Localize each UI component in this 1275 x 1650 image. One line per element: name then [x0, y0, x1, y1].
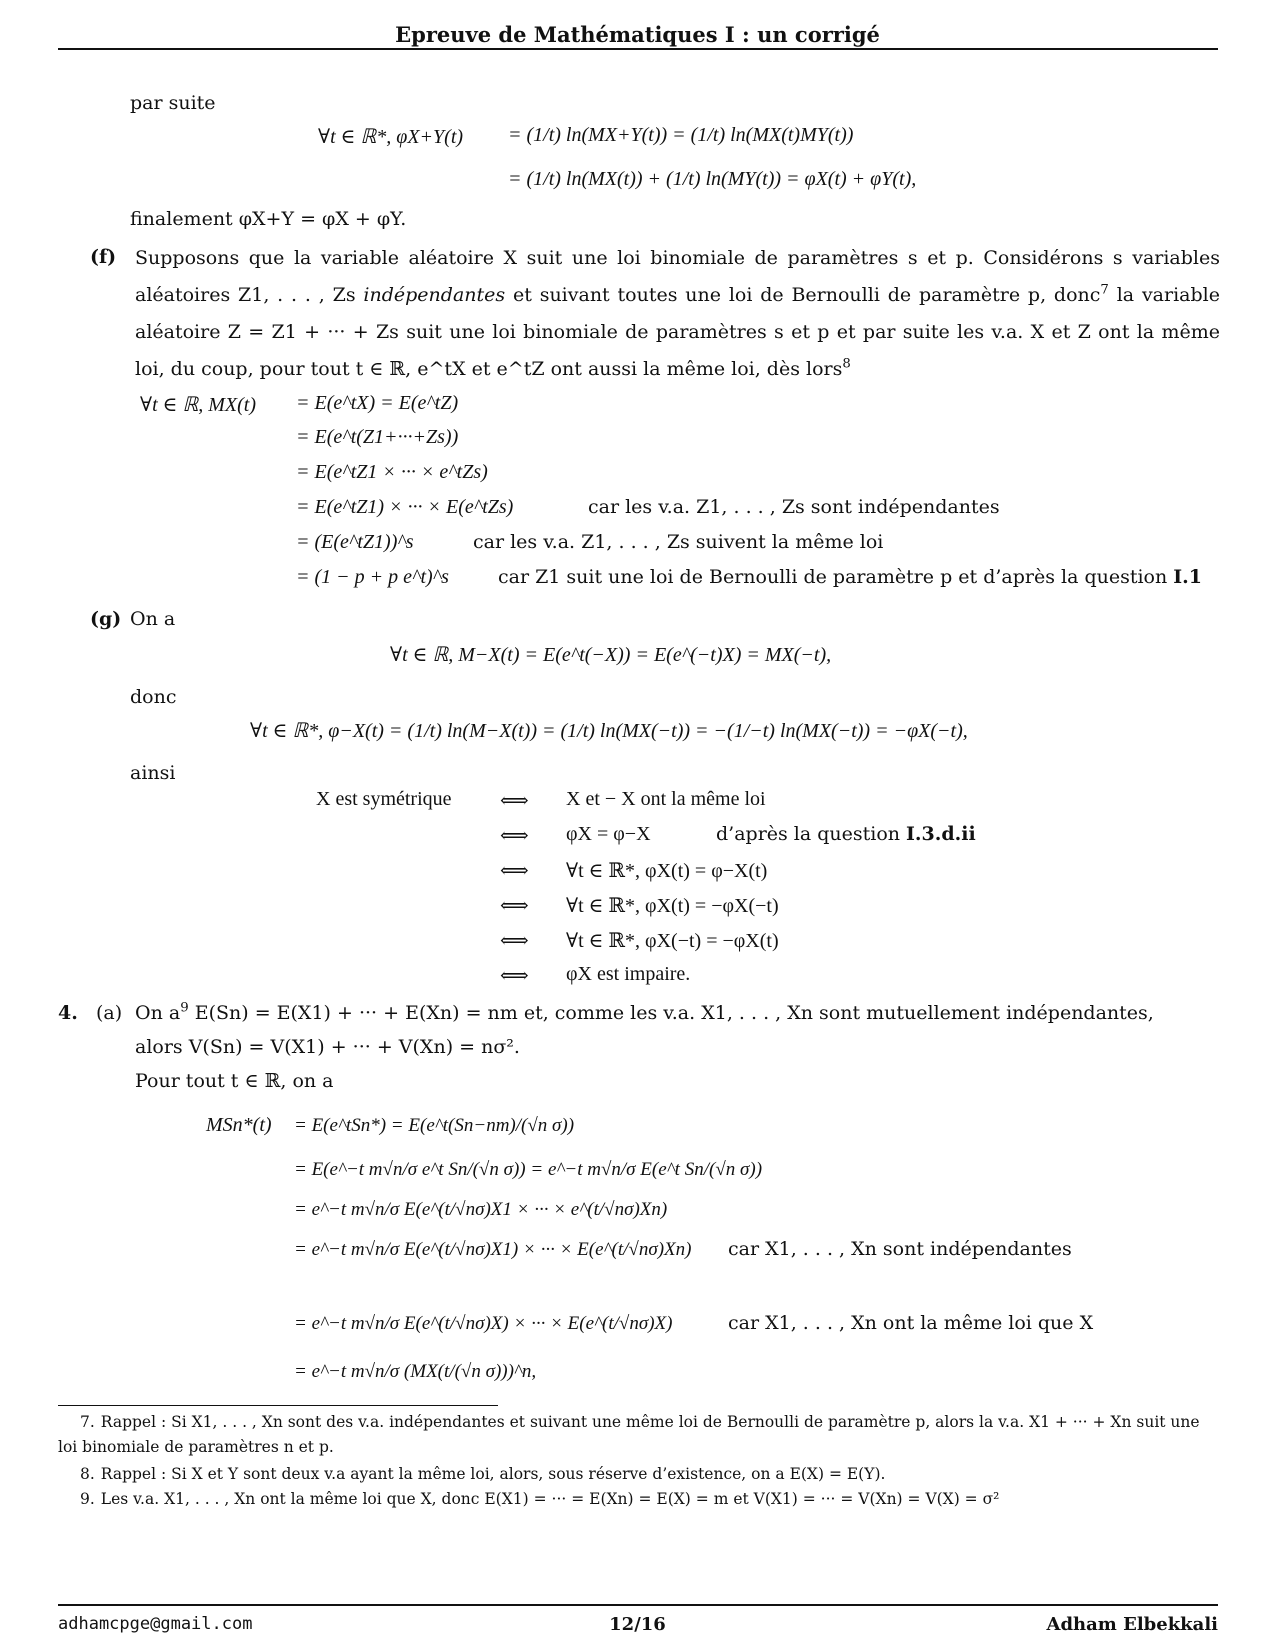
footnote-item: [58, 1462, 1218, 1487]
f-step-row: [296, 566, 1202, 589]
g-chain-expr: ∀t ∈ ℝ*, φX(−t) = −φX(t): [566, 930, 779, 952]
footnote-rule: [58, 1405, 498, 1406]
q4-step-expr: = e^−t m√n/σ E(e^(t/√nσ)X1) × ··· × E(e^(t/√nσ)Xn): [294, 1239, 692, 1260]
q4-step-row: [294, 1158, 762, 1181]
iff-symbol: ⟺: [500, 963, 529, 987]
f-step-expr: = E(e^t(Z1+···+Zs)): [296, 426, 459, 448]
q4-step-row: [294, 1114, 574, 1137]
g-ainsi: ainsi: [130, 762, 176, 784]
g-chain-note: d’après la question: [716, 823, 901, 845]
e-conclusion: finalement φX+Y = φX + φY.: [130, 208, 407, 230]
f-step-note: car Z1 suit une loi de Bernoulli de paramètre p et d’après la question: [498, 566, 1168, 588]
question-4a-label: (a): [96, 1002, 123, 1024]
q4-step-row: [294, 1312, 1093, 1335]
item-f-text-b: et suivant toutes une loi de Bernoulli de paramètre p, donc: [512, 284, 1101, 306]
footnote-number: 7.: [80, 1413, 95, 1431]
footnote-ref-7[interactable]: 7: [1100, 282, 1109, 298]
footnote-number: 8.: [80, 1465, 95, 1483]
item-f-text-a: Supposons que la variable aléatoire X suit une loi binomiale de paramètres s et p. Considérons s variables aléatoires Z1, . . . , Zs: [135, 247, 1220, 306]
iff-symbol: ⟺: [500, 928, 529, 952]
q4-step-expr: = e^−t m√n/σ E(e^(t/√nσ)X) × ··· × E(e^(t/√nσ)X): [294, 1313, 673, 1334]
q4-text-c: alors V(Sn) = V(X1) + ··· + V(Xn) = nσ².: [135, 1036, 520, 1058]
g-chain-expr: X et − X ont la même loi: [566, 788, 766, 810]
q4-lhs: MSn*(t): [206, 1114, 272, 1136]
g-chain-row: [566, 893, 779, 918]
header-rule: [58, 48, 1218, 50]
item-f-label: (f): [90, 246, 117, 268]
footnote-item: [58, 1487, 1218, 1512]
e-line2-rhs: [508, 168, 916, 191]
item-f-paragraph: [135, 240, 1220, 388]
q4-step-row: [294, 1360, 536, 1383]
footnote-ref-9[interactable]: 9: [180, 1000, 189, 1016]
footer-email[interactable]: adhamcpge@gmail.com: [58, 1614, 253, 1634]
f-step-expr: = E(e^tX) = E(e^tZ): [296, 392, 459, 414]
g-chain-expr: φX = φ−X: [566, 823, 651, 845]
iff-symbol: ⟺: [500, 858, 529, 882]
g-chain-row: [566, 858, 767, 883]
intro-par-suite: par suite: [130, 92, 216, 114]
f-step-row: [296, 426, 476, 449]
footer-page-number: 12/16: [609, 1614, 666, 1635]
e-line2-rhs-text: = (1/t) ln(MX(t)) + (1/t) ln(MY(t)) = φX(t) + φY(t),: [508, 168, 917, 190]
e-line1-rhs-text: = (1/t) ln(MX+Y(t)) = (1/t) ln(MX(t)MY(t)): [508, 124, 854, 146]
g-chain-expr: φX est impaire.: [566, 963, 691, 985]
f-step-expr: = (E(e^tZ1))^s: [296, 531, 414, 553]
page-header-title: Epreuve de Mathématiques I : un corrigé: [395, 22, 880, 47]
q4-step-expr: = e^−t m√n/σ E(e^(t/√nσ)X1 × ··· × e^(t/√nσ)Xn): [294, 1199, 668, 1220]
f-step-row: [296, 531, 883, 554]
f-step-expr: = E(e^tZ1) × ··· × E(e^tZs): [296, 496, 514, 518]
footnote-ref-8[interactable]: 8: [842, 356, 851, 372]
q4-step-row: [294, 1238, 1072, 1261]
g-eq1: ∀t ∈ ℝ, M−X(t) = E(e^t(−X)) = E(e^(−t)X) = MX(−t),: [390, 644, 832, 666]
footnote-text: Rappel : Si X et Y sont deux v.a ayant la même loi, alors, sous réserve d’existence, on a E(X) = E(Y).: [100, 1465, 886, 1483]
q4-step-expr: = e^−t m√n/σ (MX(t/(√n σ)))^n,: [294, 1361, 537, 1382]
q4-text-a: On a: [135, 1002, 181, 1024]
q4-step-expr: = E(e^−t m√n/σ e^t Sn/(√n σ)) = e^−t m√n/σ E(e^t Sn/(√n σ)): [294, 1159, 763, 1180]
item-g-label: (g): [90, 608, 122, 630]
e-line1-lhs-text: ∀t ∈ ℝ*, φX+Y(t): [318, 126, 464, 148]
q4-step-note: car X1, . . . , Xn sont indépendantes: [728, 1238, 1072, 1260]
e-line1-lhs: [318, 124, 463, 149]
q4-line1: [135, 1002, 1154, 1024]
iff-symbol: ⟺: [500, 823, 529, 847]
f-step-row: [296, 392, 476, 415]
footer-rule: [58, 1604, 1218, 1606]
footnote-text: Rappel : Si X1, . . . , Xn sont des v.a. indépendantes et suivant une même loi de Bernoulli de paramètre p, alors la v.a. X1 + ··· + Xn suit une loi binomiale de paramètres n et p.: [58, 1413, 1200, 1456]
g-chain-row: [566, 788, 766, 811]
item-f-emphasis: indépendantes: [363, 284, 506, 306]
g-chain-row: [566, 823, 976, 846]
e-line1-rhs: [508, 124, 853, 147]
f-step-note: car les v.a. Z1, . . . , Zs suivent la même loi: [473, 531, 884, 553]
f-step-row: [296, 496, 1000, 519]
iff-symbol: ⟺: [500, 788, 529, 812]
question-4-number: 4.: [58, 1002, 78, 1024]
item-f-text-c: la variable aléatoire Z = Z1 + ··· + Zs suit une loi binomiale de paramètres s et p et par suite les v.a. X et Z ont la même loi, du coup, pour tout t ∈ ℝ, e^tX et e^tZ ont aussi la même loi, dès lors: [135, 284, 1220, 380]
q4-step-note: car X1, . . . , Xn ont la même loi que X: [728, 1312, 1094, 1334]
q4-step-expr: = E(e^tSn*) = E(e^t(Sn−nm)/(√n σ)): [294, 1115, 575, 1136]
g-donc: donc: [130, 686, 177, 708]
footnote-text: Les v.a. X1, . . . , Xn ont la même loi que X, donc E(X1) = ··· = E(Xn) = E(X) = m et V(X1) = ··· = V(Xn) = V(X) = σ²: [100, 1490, 1000, 1508]
f-lhs: ∀t ∈ ℝ, MX(t): [140, 394, 257, 416]
footnote-number: 9.: [80, 1490, 95, 1508]
f-step-expr: = (1 − p + p e^t)^s: [296, 566, 449, 588]
g-chain-row: [566, 963, 690, 986]
g-chain-row: [566, 928, 779, 953]
footer-author: Adham Elbekkali: [1046, 1614, 1218, 1635]
f-step-note: car les v.a. Z1, . . . , Zs sont indépendantes: [588, 496, 1000, 518]
f-step-row: [296, 461, 488, 484]
item-g-intro: On a: [130, 608, 176, 630]
iff-symbol: ⟺: [500, 893, 529, 917]
q4-text-d: Pour tout t ∈ ℝ, on a: [135, 1070, 334, 1092]
footnote-item: [58, 1410, 1218, 1460]
g-chain-lhs: X est symétrique: [316, 788, 452, 810]
g-eq2: ∀t ∈ ℝ*, φ−X(t) = (1/t) ln(M−X(t)) = (1/t) ln(MX(−t)) = −(1/−t) ln(MX(−t)) = −φX(−t),: [250, 720, 968, 742]
q4-step-row: [294, 1198, 667, 1221]
g-chain-ref: I.3.d.ii: [906, 823, 976, 845]
q4-text-b: E(Sn) = E(X1) + ··· + E(Xn) = nm et, comme les v.a. X1, . . . , Xn sont mutuellement indépendantes,: [194, 1002, 1154, 1024]
g-chain-expr: ∀t ∈ ℝ*, φX(t) = −φX(−t): [566, 895, 779, 917]
g-chain-expr: ∀t ∈ ℝ*, φX(t) = φ−X(t): [566, 860, 768, 882]
f-step-ref: I.1: [1173, 566, 1202, 588]
f-step-expr: = E(e^tZ1 × ··· × e^tZs): [296, 461, 488, 483]
